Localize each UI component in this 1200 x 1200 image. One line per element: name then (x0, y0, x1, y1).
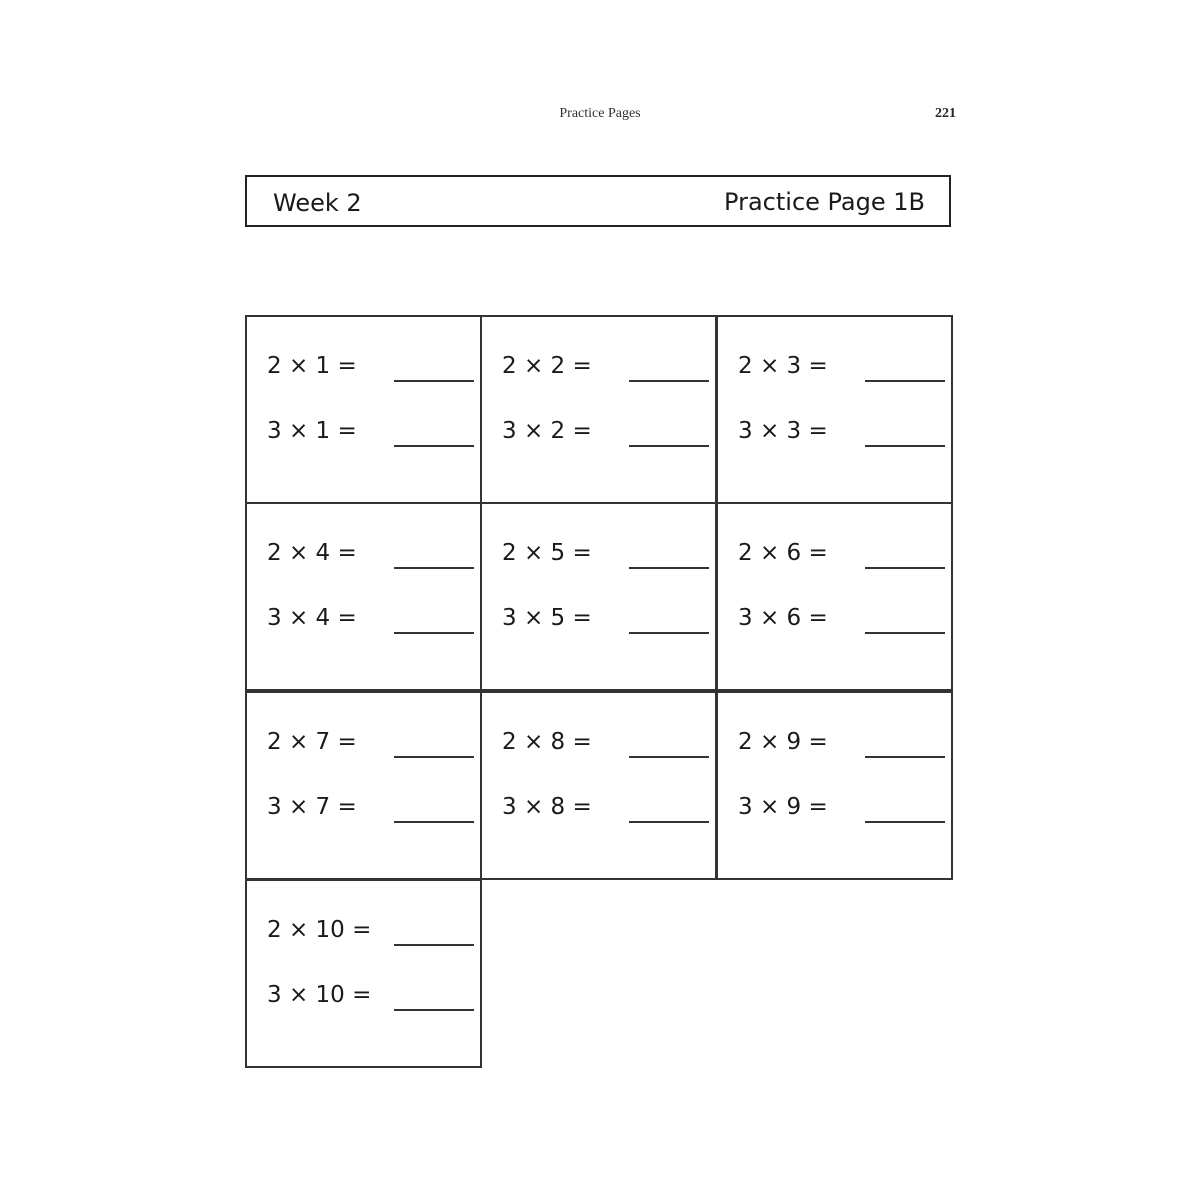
answer-blank[interactable] (394, 380, 474, 382)
problem-line (738, 729, 846, 755)
answer-blank[interactable] (865, 567, 945, 569)
title-box (245, 175, 951, 227)
problem-expression: 3 × 10 = (267, 982, 372, 1008)
problem-expression: 3 × 7 = (267, 794, 357, 820)
problem-cell (245, 315, 482, 504)
problem-expression: 2 × 5 = (502, 540, 592, 566)
problem-line (502, 729, 610, 755)
problem-cell (245, 502, 482, 691)
answer-blank[interactable] (865, 821, 945, 823)
answer-blank[interactable] (394, 632, 474, 634)
answer-blank[interactable] (865, 380, 945, 382)
problem-line (738, 353, 846, 379)
problem-expression: 3 × 5 = (502, 605, 592, 631)
answer-blank[interactable] (629, 567, 709, 569)
answer-blank[interactable] (394, 756, 474, 758)
running-head: Practice Pages (559, 106, 641, 121)
answer-blank[interactable] (629, 380, 709, 382)
answer-blank[interactable] (394, 567, 474, 569)
week-label: Week 2 (273, 189, 362, 217)
problem-expression: 2 × 1 = (267, 353, 357, 379)
answer-blank[interactable] (394, 821, 474, 823)
problem-expression: 2 × 6 = (738, 540, 828, 566)
problem-cell (716, 315, 953, 504)
problem-line (267, 729, 375, 755)
problem-expression: 2 × 4 = (267, 540, 357, 566)
problem-line (502, 418, 610, 444)
problem-expression: 3 × 4 = (267, 605, 357, 631)
problem-expression: 2 × 7 = (267, 729, 357, 755)
answer-blank[interactable] (865, 756, 945, 758)
problem-cell (480, 691, 717, 880)
problem-expression: 2 × 2 = (502, 353, 592, 379)
problem-line (502, 540, 610, 566)
problem-line (738, 794, 846, 820)
problem-line (267, 917, 375, 943)
answer-blank[interactable] (394, 445, 474, 447)
problem-cell (480, 315, 717, 504)
problem-line (267, 540, 375, 566)
answer-blank[interactable] (629, 756, 709, 758)
problem-expression: 3 × 6 = (738, 605, 828, 631)
answer-blank[interactable] (865, 445, 945, 447)
problem-cell (716, 691, 953, 880)
problem-line (738, 540, 846, 566)
problem-expression: 3 × 2 = (502, 418, 592, 444)
problem-cell (245, 691, 482, 880)
problem-line (502, 794, 610, 820)
problem-line (738, 605, 846, 631)
problem-expression: 3 × 1 = (267, 418, 357, 444)
problem-expression: 2 × 3 = (738, 353, 828, 379)
problem-line (502, 353, 610, 379)
problem-line (502, 605, 610, 631)
answer-blank[interactable] (394, 944, 474, 946)
problem-line (267, 605, 375, 631)
page-number: 221 (935, 106, 956, 121)
problem-line (738, 418, 846, 444)
problem-cell (245, 879, 482, 1068)
problem-expression: 3 × 3 = (738, 418, 828, 444)
problem-cell (480, 502, 717, 691)
answer-blank[interactable] (629, 445, 709, 447)
problem-cell (716, 502, 953, 691)
answer-blank[interactable] (629, 821, 709, 823)
problem-line (267, 418, 375, 444)
problem-expression: 2 × 9 = (738, 729, 828, 755)
problem-expression: 2 × 8 = (502, 729, 592, 755)
answer-blank[interactable] (394, 1009, 474, 1011)
answer-blank[interactable] (865, 632, 945, 634)
problem-line (267, 794, 375, 820)
answer-blank[interactable] (629, 632, 709, 634)
problem-expression: 3 × 8 = (502, 794, 592, 820)
problem-line (267, 982, 375, 1008)
practice-page-label: Practice Page 1B (724, 188, 925, 216)
problem-expression: 2 × 10 = (267, 917, 372, 943)
problem-line (267, 353, 375, 379)
problem-expression: 3 × 9 = (738, 794, 828, 820)
